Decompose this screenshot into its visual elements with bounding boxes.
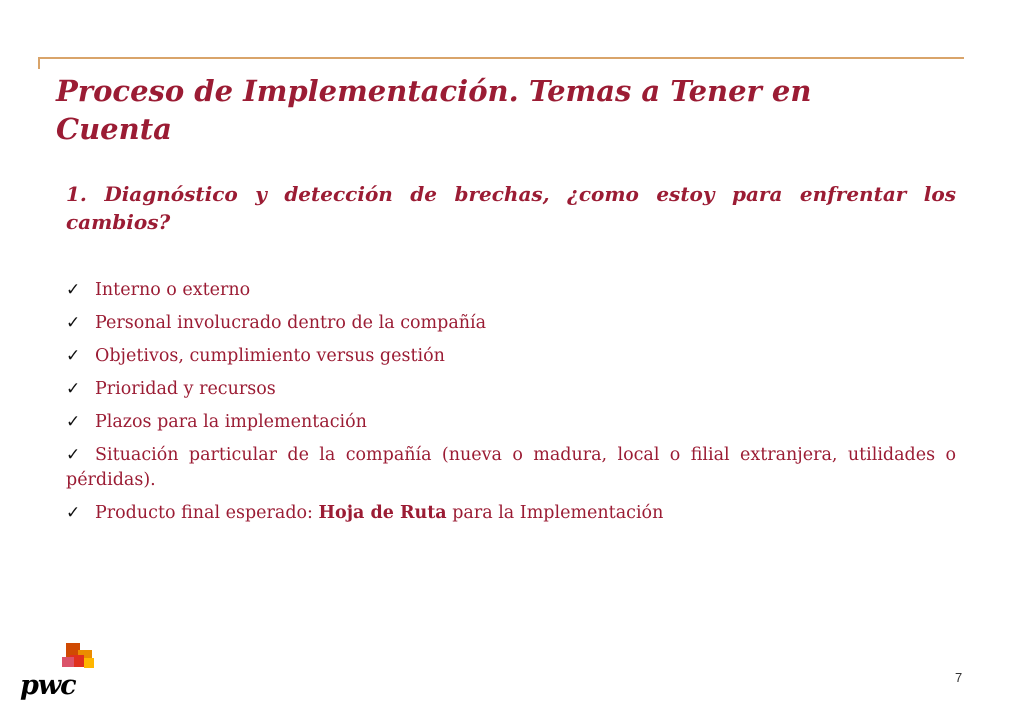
list-item-prefix: Producto final esperado: — [95, 503, 319, 523]
list-item — [66, 278, 956, 303]
list-item — [66, 311, 956, 336]
list-item — [66, 377, 956, 402]
slide-title: Proceso de Implementación. Temas a Tener en Cuenta — [56, 74, 812, 146]
list-item-text: Interno o externo — [95, 280, 251, 300]
list-item-emphasis: Hoja de Ruta — [318, 503, 447, 523]
list-item — [66, 344, 956, 369]
checkmark-icon: ✓ — [66, 503, 81, 523]
list-item — [66, 501, 956, 526]
checkmark-icon: ✓ — [66, 412, 81, 432]
list-item-suffix: para la Implementación — [446, 503, 664, 523]
page-number: 7 — [955, 670, 963, 685]
checkmark-icon: ✓ — [66, 379, 81, 399]
checkmark-icon: ✓ — [66, 280, 81, 300]
checkmark-icon: ✓ — [66, 313, 81, 333]
list-item-text: Objetivos, cumplimiento versus gestión — [95, 346, 445, 366]
top-rule — [38, 57, 964, 59]
list-item — [66, 410, 956, 435]
list-item-text: Plazos para la implementación — [95, 412, 367, 432]
checkmark-icon: ✓ — [66, 346, 81, 366]
list-item — [66, 443, 956, 493]
checklist — [66, 278, 956, 534]
list-item-text: Personal involucrado dentro de la compañía — [95, 313, 487, 333]
list-item-text: Prioridad y recursos — [95, 379, 276, 399]
corner-rule — [38, 57, 40, 69]
pwc-logo: pwc — [20, 670, 76, 701]
list-item-text: Situación particular de la compañía (nueva o madura, local o filial extranjera, utilidades o pérdidas). — [66, 445, 956, 490]
checkmark-icon: ✓ — [66, 445, 81, 465]
section-heading: 1. Diagnóstico y detección de brechas, ¿como estoy para enfrentar los cambios? — [66, 182, 956, 234]
